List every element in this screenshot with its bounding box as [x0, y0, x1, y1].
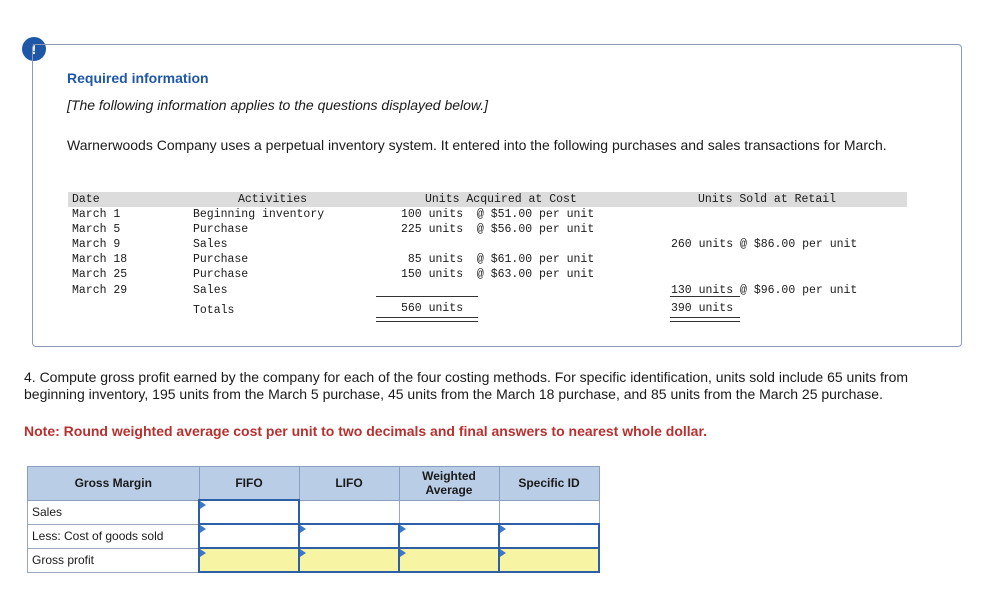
gross-profit-row — [28, 548, 600, 572]
weighted-cogs-input[interactable] — [399, 524, 499, 548]
fifo-sales-input[interactable] — [199, 500, 299, 524]
weighted-sales-input[interactable] — [399, 500, 499, 524]
header-activities: Activities — [238, 193, 308, 206]
specific-sales-field[interactable] — [500, 501, 599, 524]
weighted-cogs-field[interactable] — [400, 525, 498, 547]
sales-row — [28, 500, 600, 524]
acquired-total-double-line — [376, 317, 478, 322]
row-date: March 25 — [72, 268, 128, 281]
specific-cogs-input[interactable] — [499, 524, 599, 548]
totals-acquired: 560 units — [401, 302, 464, 315]
row-activity: Purchase — [193, 268, 249, 281]
row-activity: Purchase — [193, 253, 249, 266]
row-sold: 130 units @ $96.00 per unit — [671, 284, 858, 297]
fifo-cogs-field[interactable] — [200, 525, 298, 547]
row-activity: Purchase — [193, 223, 249, 236]
row-date: March 29 — [72, 284, 128, 297]
gross-margin-table — [27, 466, 600, 573]
weighted-gross-profit-input[interactable] — [399, 548, 499, 572]
acquired-subtotal-line — [376, 296, 478, 297]
required-info-title: Required information — [67, 70, 209, 86]
intro-text: Warnerwoods Company uses a perpetual inventory system. It entered into the following purchases and sales transactions for March. — [67, 137, 887, 153]
specific-id-header: Specific ID — [499, 467, 599, 501]
row-date: March 1 — [72, 208, 121, 221]
input-marker-icon — [300, 525, 306, 533]
header-date: Date — [72, 193, 100, 206]
lifo-gross-profit-field[interactable] — [300, 549, 398, 571]
required-info-note: [The following information applies to the questions displayed below.] — [67, 97, 489, 113]
rounding-note: Note: Round weighted average cost per unit to two decimals and final answers to nearest whole dollar. — [24, 423, 708, 439]
specific-gross-profit-input[interactable] — [499, 548, 599, 572]
sold-total-double-line — [670, 317, 740, 322]
row-date: March 9 — [72, 238, 121, 251]
lifo-gross-profit-input[interactable] — [299, 548, 399, 572]
row-date: March 18 — [72, 253, 128, 266]
gross-margin-header: Gross Margin — [28, 467, 200, 501]
fifo-cogs-input[interactable] — [199, 524, 299, 548]
header-sold: Units Sold at Retail — [698, 193, 837, 206]
alert-icon: ! — [22, 37, 46, 61]
input-marker-icon — [500, 525, 506, 533]
lifo-header: LIFO — [299, 467, 399, 501]
totals-label: Totals — [193, 304, 235, 317]
fifo-header: FIFO — [199, 467, 299, 501]
row-date: March 5 — [72, 223, 121, 236]
input-marker-icon — [200, 501, 206, 509]
sold-subtotal-line — [670, 296, 740, 297]
row-activity: Sales — [193, 238, 228, 251]
row-label: Less: Cost of goods sold — [28, 524, 200, 548]
row-label: Sales — [28, 500, 200, 524]
fifo-gross-profit-input[interactable] — [199, 548, 299, 572]
input-marker-icon — [500, 549, 506, 557]
totals-sold: 390 units — [671, 302, 734, 315]
row-acquired: 100 units @ $51.00 per unit — [401, 208, 595, 221]
weighted-gross-profit-field[interactable] — [400, 549, 498, 571]
weighted-sales-field[interactable] — [400, 501, 499, 524]
row-sold: 260 units @ $86.00 per unit — [671, 238, 858, 251]
specific-sales-input[interactable] — [499, 500, 599, 524]
lifo-sales-input[interactable] — [299, 500, 399, 524]
header-acquired: Units Acquired at Cost — [425, 193, 577, 206]
row-activity: Sales — [193, 284, 228, 297]
specific-gross-profit-field[interactable] — [500, 549, 598, 571]
lifo-sales-field[interactable] — [300, 501, 399, 524]
lifo-cogs-input[interactable] — [299, 524, 399, 548]
input-marker-icon — [300, 549, 306, 557]
input-marker-icon — [200, 549, 206, 557]
fifo-sales-field[interactable] — [200, 501, 298, 523]
row-acquired: 150 units @ $63.00 per unit — [401, 268, 595, 281]
specific-cogs-field[interactable] — [500, 525, 598, 547]
lifo-cogs-field[interactable] — [300, 525, 398, 547]
weighted-average-header: Weighted Average — [399, 467, 499, 501]
fifo-gross-profit-field[interactable] — [200, 549, 298, 571]
input-marker-icon — [400, 549, 406, 557]
row-acquired: 85 units @ $61.00 per unit — [401, 253, 595, 266]
cogs-row — [28, 524, 600, 548]
input-marker-icon — [200, 525, 206, 533]
row-label: Gross profit — [28, 548, 200, 572]
row-acquired: 225 units @ $56.00 per unit — [401, 223, 595, 236]
question-text: 4. Compute gross profit earned by the company for each of the four costing methods. For specific identification, units sold include 65 units from beginning inventory, 195 units from the March 5 purchase, 45 units from the March 18 purchase, and 85 units from the March 25 purchase. — [24, 369, 909, 402]
input-marker-icon — [400, 525, 406, 533]
row-activity: Beginning inventory — [193, 208, 325, 221]
